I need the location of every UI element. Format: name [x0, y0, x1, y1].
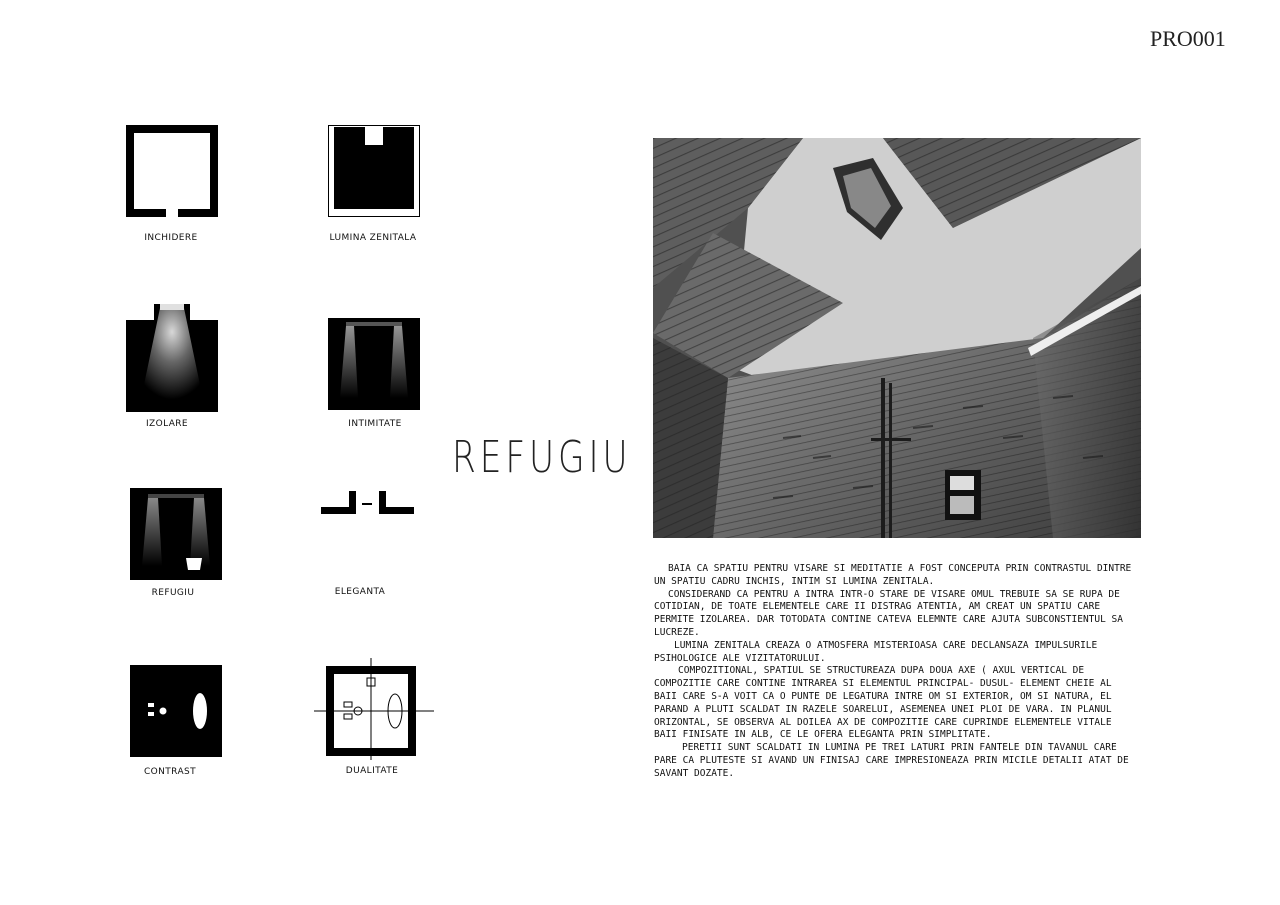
lumina-zenitala-label: LUMINA ZENITALA — [329, 233, 417, 243]
refugiu-label: REFUGIU — [151, 588, 195, 598]
page-title: REFUGIU — [452, 432, 632, 483]
izolare-label: IZOLARE — [145, 419, 189, 429]
eleganta-diagram — [321, 491, 415, 517]
intimitate-label: INTIMITATE — [348, 419, 402, 429]
inchidere-diagram — [126, 125, 218, 217]
contrast-label: CONTRAST — [143, 767, 197, 777]
description-paragraph: COMPOZITIONAL, SPATIUL SE STRUCTUREAZA DUPA DOUA AXE ( AXUL VERTICAL DE COMPOZITIE CARE CONTINE INTRAREA SI ELEMENTUL PRINCIPAL- DUSUL- ELEMENT CHEIE AL BAII CARE S-A VOIT CA O PUNTE DE LEGATURA INTRE OM SI EXTERIOR, OM SI NATURA, EL PARAND A PLUTI SCALDAT IN RAZELE SOARELUI, ASEMENEA UNEI PLOI DE VARA. IN PLANUL ORIZONTAL, SE OBSERVA AL DOILEA AX DE COMPOZITIE CARE CUPRINDE ELEMENTELE VITALE BAII FINISATE IN ALB, CE LE OFERA ELEGANTA PRIN SIMPLITATE. — [654, 665, 1112, 741]
dualitate-diagram — [314, 658, 434, 760]
lumina-zenitala-diagram — [328, 125, 420, 217]
description-paragraph: LUMINA ZENITALA CREAZA O ATMOSFERA MISTERIOASA CARE DECLANSAZA IMPULSURILE PSIHOLOGICE ALE VIZITATORULUI. — [654, 639, 1098, 664]
description-paragraph: BAIA CA SPATIU PENTRU VISARE SI MEDITATIE A FOST CONCEPUTA PRIN CONTRASTUL DINTRE UN SPATIU CADRU INCHIS, INTIM SI LUMINA ZENITALA. — [654, 563, 1132, 587]
interior-sketch — [653, 138, 1141, 538]
description-text — [654, 563, 1138, 781]
sheet-code: PRO001 — [1150, 26, 1226, 51]
dualitate-label: DUALITATE — [345, 766, 399, 776]
izolare-diagram — [126, 304, 218, 412]
description-paragraph: CONSIDERAND CA PENTRU A INTRA INTR-O STARE DE VISARE OMUL TREBUIE SA SE RUPA DE COTIDIAN, DE TOATE ELEMENTELE CARE II DISTRAG ATENTIA, AM CREAT UN SPATIU CARE PERMITE IZOLAREA. DAR TOTODATA CONTINE CATEVA ELEMNTE CARE AJUTA SUBCONSTIENTUL SA LUCREZE. — [654, 588, 1123, 638]
contrast-diagram — [130, 665, 222, 757]
inchidere-label: INCHIDERE — [144, 233, 198, 243]
intimitate-diagram — [328, 318, 420, 410]
refugiu-diagram — [130, 488, 222, 580]
description-paragraph: PERETII SUNT SCALDATI IN LUMINA PE TREI LATURI PRIN FANTELE DIN TAVANUL CARE PARE CA PLUTESTE SI AVAND UN FINISAJ CARE IMPRESIONEAZA PRIN MICILE DETALII ATAT DE SAVANT DOZATE. — [654, 742, 1129, 779]
eleganta-label: ELEGANTA — [334, 587, 386, 597]
